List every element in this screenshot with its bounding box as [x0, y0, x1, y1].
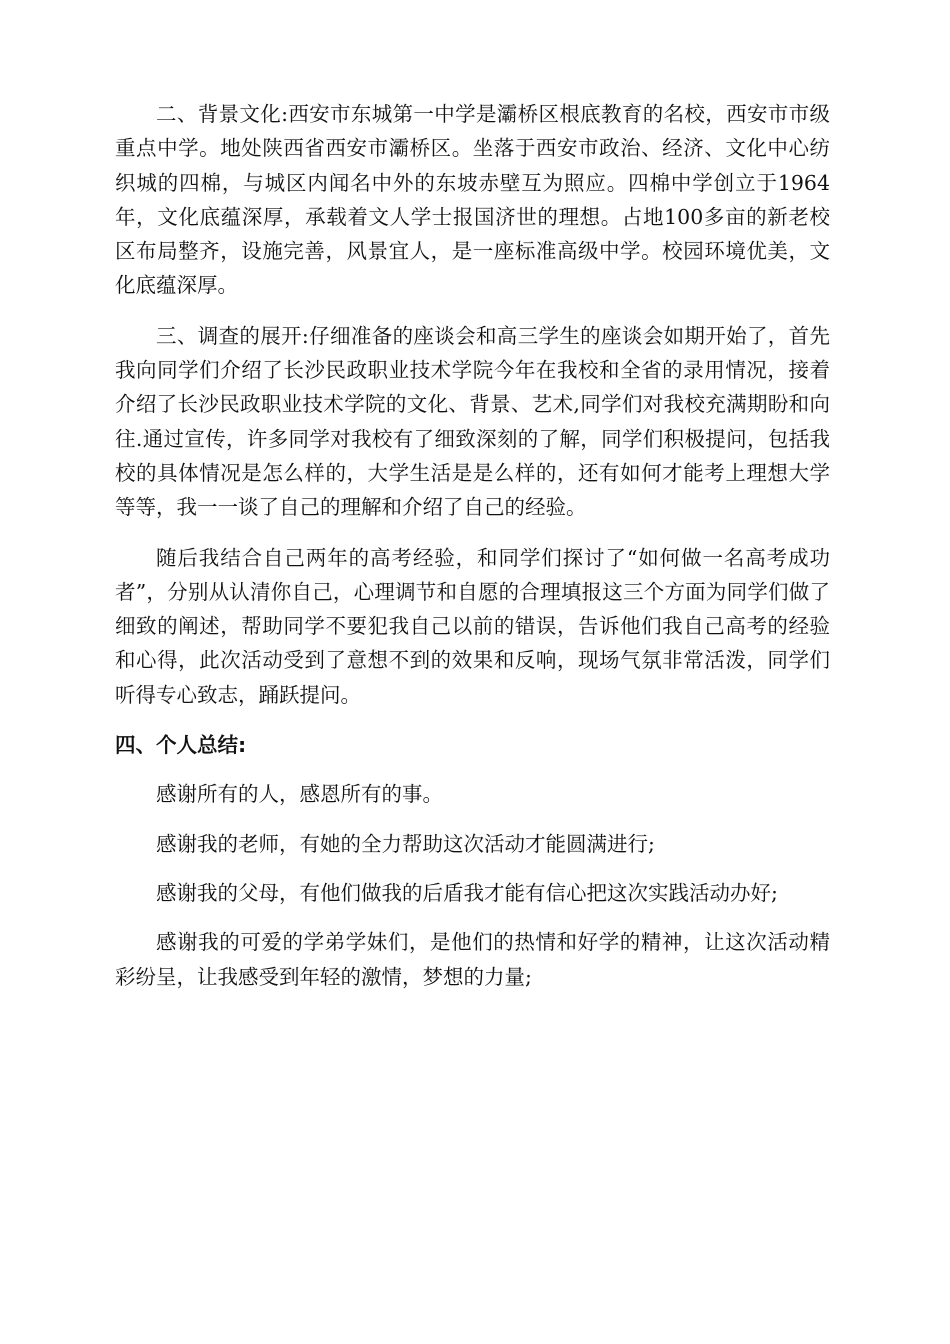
summary-line-thanks-parents: 感谢我的父母，有他们做我的后盾我才能有信心把这次实践活动办好; — [156, 880, 778, 905]
paragraph-survey-process: 三、调查的展开:仔细准备的座谈会和高三学生的座谈会如期开始了，首先我向同学们介绍了长沙民政职业技术学院今年在我校和全省的录用情况，接着介绍了长沙民政职业技术学院的文化、背景、艺术,同学们对我校充满期盼和向往.通过宣传，许多同学对我校有了细致深刻的了解，同学们积极提问，包括我校的具体情况是怎么样的，大学生活是是么样的，还有如何才能考上理想大学等等，我一一谈了自己的理解和介绍了自己的经验。 — [115, 323, 830, 520]
paragraph-exam-experience: 随后我结合自己两年的高考经验，和同学们探讨了“如何做一名高考成功者”，分别从认清你自己，心理调节和自愿的合理填报这三个方面为同学们做了细致的阐述，帮助同学不要犯我自己以前的错误，告诉他们我自己高考的经验和心得，此次活动受到了意想不到的效果和反响，现场气氛非常活泼，同学们听得专心致志，踊跃提问。 — [115, 545, 830, 707]
summary-line-thanks-all: 感谢所有的人，感恩所有的事。 — [156, 782, 443, 807]
section-heading-personal-summary: 四、个人总结: — [115, 733, 247, 758]
summary-line-thanks-teacher: 感谢我的老师，有她的全力帮助这次活动才能圆满进行; — [156, 831, 655, 856]
summary-line-thanks-juniors: 感谢我的可爱的学弟学妹们，是他们的热情和好学的精神，让这次活动精彩纷呈，让我感受到年轻的激情，梦想的力量; — [115, 930, 830, 989]
document-page — [115, 97, 830, 994]
paragraph-background-culture: 二、背景文化:西安市东城第一中学是灞桥区根底教育的名校，西安市市级重点中学。地处陕西省西安市灞桥区。坐落于西安市政治、经济、文化中心纺织城的四棉，与城区内闻名中外的东坡赤壁互为照应。四棉中学创立于1964年，文化底蕴深厚，承载着文人学士报国济世的理想。占地100多亩的新老校区布局整齐，设施完善，风景宜人，是一座标准高级中学。校园环境优美，文化底蕴深厚。 — [115, 102, 830, 298]
